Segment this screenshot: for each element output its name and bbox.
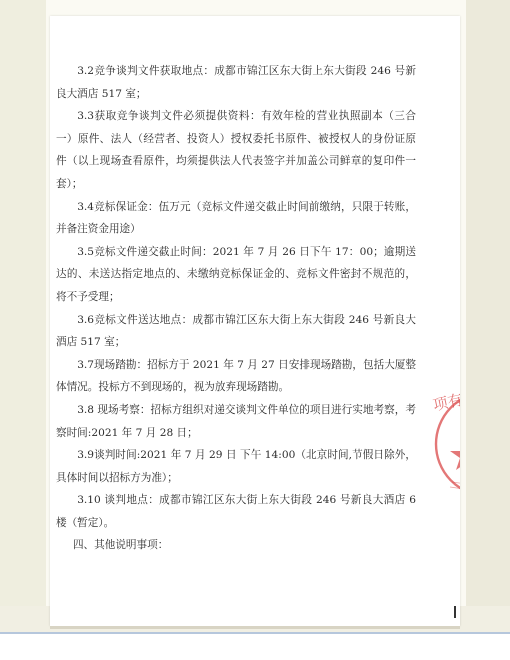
svg-text:项有: 项有	[431, 390, 465, 415]
clause-3-2: 3.2竞争谈判文件获取地点：成都市锦江区东大街上东大街段 246 号新良大酒店 517 室；	[56, 65, 416, 100]
page-body	[56, 60, 416, 557]
clause-3-10: 3.10 谈判地点：成都市锦江区东大街上东大街段 246 号新良大酒店 6 楼（暂定）。	[56, 494, 416, 529]
clause-3-9: 3.9谈判时间:2021 年 7 月 29 日 下午 14:00（北京时间,节假日除外，具体时间以招标方为准）；	[56, 449, 416, 484]
clause-3-5: 3.5竞标文件递交截止时间：2021 年 7 月 26 日下午 17：00；逾期送达的、未送达指定地点的、未缴纳竞标保证金的、竞标文件密封不规范的，将不予受理；	[56, 245, 416, 303]
viewer-left-margin	[0, 0, 46, 660]
page-edge-mark	[454, 606, 456, 618]
clause-3-3: 3.3获取竞争谈判文件必须提供资料：有效年检的营业执照副本（三合一）原件、法人（经营者、投资人）授权委托书原件、被授权人的身份证原件（以上现场查看原件，均须提供法人代表签字并加盖公司鲜章的复印件一套）；	[56, 110, 416, 190]
page-shadow	[50, 626, 460, 629]
section-heading-other-notes: 四、其他说明事项：	[72, 539, 169, 552]
official-seal-stamp	[426, 388, 465, 498]
viewer-bottom-bar	[0, 632, 510, 660]
clause-3-4: 3.4竞标保证金：伍万元（竞标文件递交截止时间前缴纳，只限于转账，并备注资金用途）	[56, 200, 416, 236]
clause-3-7: 3.7现场踏勘：招标方于 2021 年 7 月 27 日安排现场踏勘，包括大厦整体情况。投标方不到现场的，视为放弃现场踏勘。	[56, 358, 416, 394]
clause-3-8: 3.8 现场考察：招标方组织对递交谈判文件单位的项目进行实地考察，考察时间:2021 年 7 月 28 日；	[56, 403, 416, 439]
document-page	[50, 16, 465, 626]
clause-3-6: 3.6竞标文件送达地点：成都市锦江区东大街上东大街段 246 号新良大酒店 517 室；	[56, 313, 416, 349]
viewer-right-margin	[466, 0, 510, 660]
